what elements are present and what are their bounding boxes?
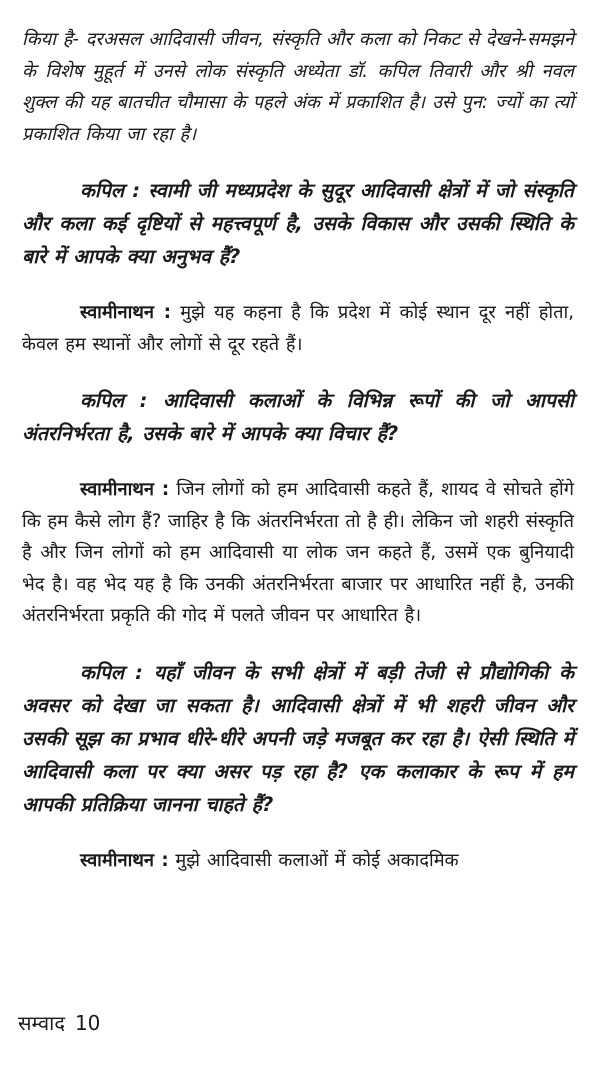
answer-2-speaker: स्वामीनाथन :: [80, 479, 170, 500]
answer-2: [22, 474, 574, 632]
answer-2-text: जिन लोगों को हम आदिवासी कहते हैं, शायद वे सोचते होंगे कि हम कैसे लोग हैं? जाहिर है कि अंतरनिर्भरता तो है ही। लेकिन जो शहरी संस्कृति है और जिन लोगों को हम आदिवासी या लोक जन कहते हैं, उसमें एक बुनियादी भेद है। वह भेद यह है कि उनकी अंतरनिर्भरता बाजार पर आधारित नहीं है, उनकी अंतरनिर्भरता प्रकृति की गोद में पलते जीवन पर आधारित है।: [22, 479, 574, 626]
question-3: कपिल : यहाँ जीवन के सभी क्षेत्रों में बड़ी तेजी से प्रौद्योगिकी के अवसर को देखा जा सकता है। आदिवासी क्षेत्रों में भी शहरी जीवन और उसकी सूझ का प्रभाव धीरे-धीरे अपनी जड़े मजबूत कर रहा है। ऐसी स्थिति में आदिवासी कला पर क्या असर पड़ रहा है? एक कलाकार के रूप में हम आपकी प्रतिक्रिया जानना चाहते हैं?: [22, 660, 574, 816]
page-number: 10: [74, 1011, 101, 1035]
answer-3-speaker: स्वामीनाथन :: [80, 849, 169, 871]
journal-name: सम्वाद: [18, 1011, 65, 1035]
answer-1-text: मुझे यह कहना है कि प्रदेश में कोई स्थान दूर नहीं होता, केवल हम स्थानों और लोगों से दूर रहते हैं।: [22, 302, 574, 355]
answer-3-text: मुझे आदिवासी कलाओं में कोई अकादमिक: [175, 849, 459, 871]
question-2: कपिल : आदिवासी कलाओं के विभिन्न रूपों की जो आपसी अंतरनिर्भरता है, उसके बारे में आपके क्या विचार हैं?: [22, 389, 574, 445]
question-1: कपिल : स्वामी जी मध्यप्रदेश के सुदूर आदिवासी क्षेत्रों में जो संस्कृति और कला कई दृष्टियों से महत्त्वपूर्ण है, उसके विकास और उसकी स्थिति के बारे में आपके क्या अनुभव हैं?: [22, 179, 574, 268]
intro-paragraph: किया है- दरअसल आदिवासी जीवन, संस्कृति और कला को निकट से देखने-समझने के विशेष मुहूर्त में उनसे लोक संस्कृति अध्येता डॉ. कपिल तिवारी और श्री नवल शुक्ल की यह बातचीत चौमासा के पहले अंक में प्रकाशित है। उसे पुन: ज्यों का त्यों प्रकाशित किया जा रहा है।: [22, 29, 574, 145]
answer-3: [22, 845, 574, 877]
page-footer: [18, 1009, 100, 1037]
answer-1-speaker: स्वामीनाथन :: [80, 302, 172, 323]
answer-1: [22, 297, 574, 360]
